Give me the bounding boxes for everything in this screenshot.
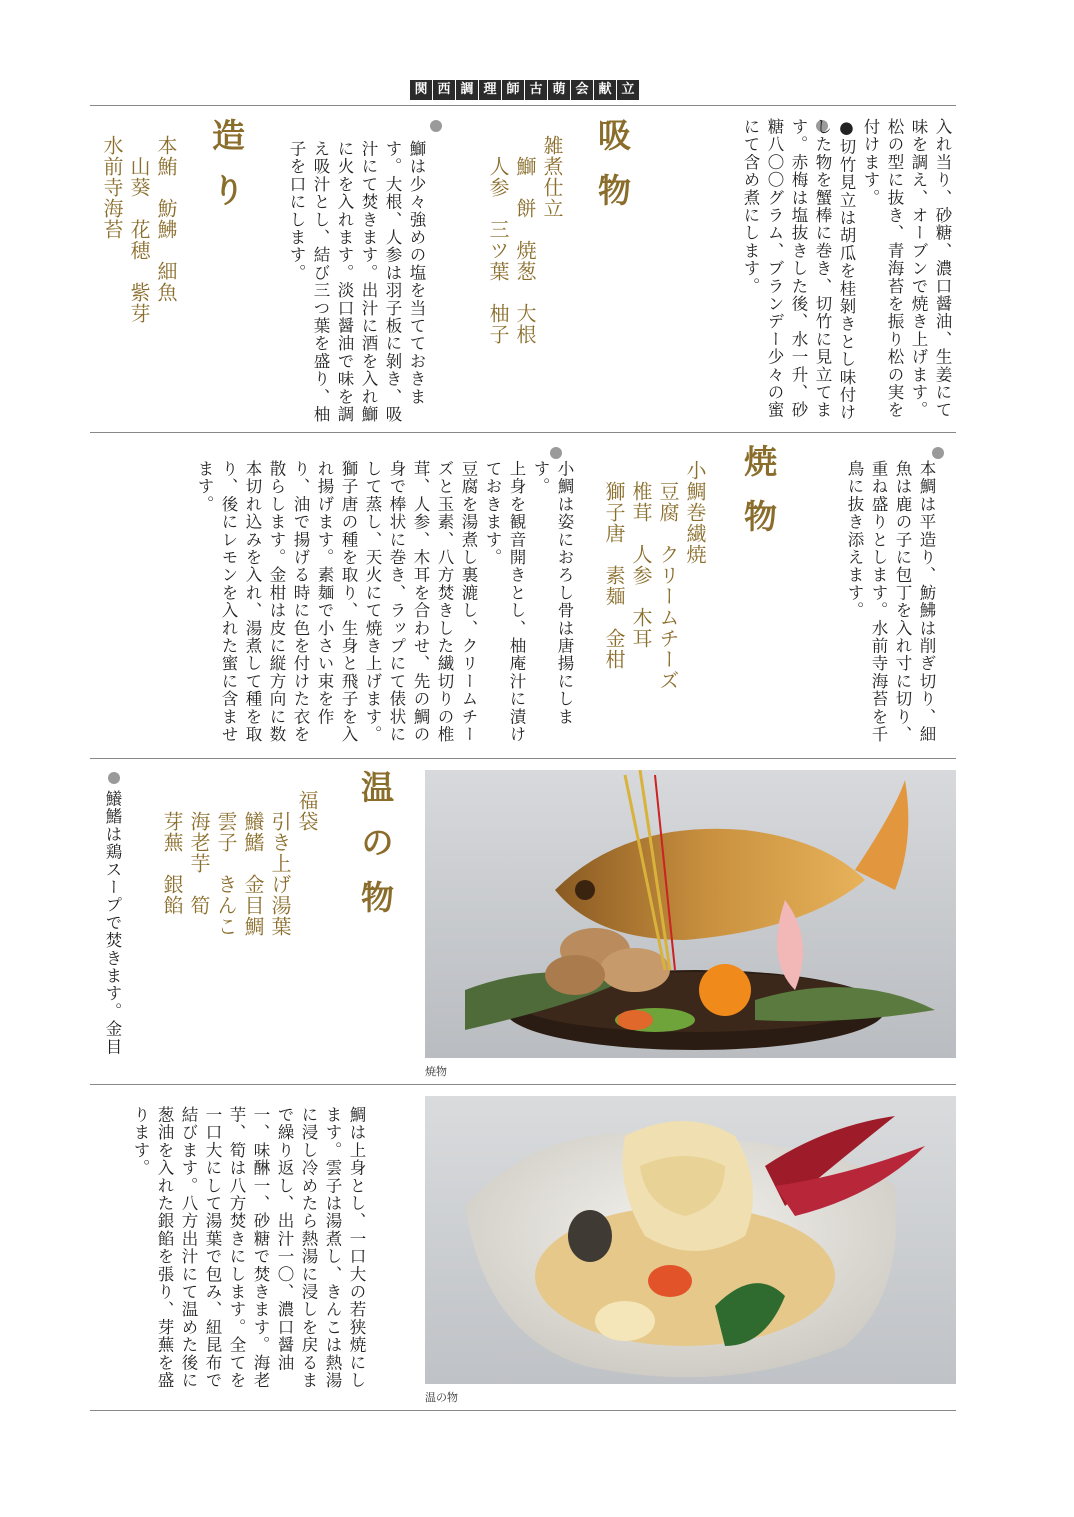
bullet-icon xyxy=(550,447,562,459)
nukumono-text-continued: 鯛は上身とし、一口大の若狭焼にします。雲子は湯煮し、きんこは熱湯に浸し冷めたら熱湯に浸しを戻るまで繰り返し、出汁一〇、濃口醤油一、味醂一、砂糖で焚きます。海老芋、筍は八方焚きにします。全てを一口大にして湯葉で包み、紐昆布で結びます。八方出汁にて温めた後に葱油を入れた銀餡を張り、芽蕪を盛ります。 xyxy=(131,1106,366,1390)
header-char: 萌 xyxy=(548,80,570,100)
bullet-icon xyxy=(108,772,120,784)
divider xyxy=(90,1410,956,1411)
tsukuri-menu: 本鮪 魴鮄 細魚 山葵 花穂 紫芽 水前寺海苔 xyxy=(100,135,178,324)
bullet-icon xyxy=(932,447,944,459)
suimono-text: 鰤は少々強めの塩を当てておきます。大根、人参は羽子板に剝き、吸汁にて焚きます。出汁に酒を入れ鰤に火を入れます。淡口醤油で味を調え吸汁とし、結び三つ葉を盛り、柚子を口にします。 xyxy=(287,140,426,424)
nukumono-caption: 温の物 xyxy=(425,1391,458,1404)
header-char: 理 xyxy=(479,80,501,100)
divider xyxy=(90,1084,956,1085)
header-char: 献 xyxy=(594,80,616,100)
header-char: 古 xyxy=(525,80,547,100)
nukumono-photo xyxy=(425,1096,956,1384)
divider xyxy=(90,758,956,759)
yakimono-text: 小鯛は姿におろし骨は唐揚にします。 上身を観音開きとし、柚庵汁に漬けておきます。 豆腐を湯煮し裏漉し、クリームチーズと玉素、八方焚きした繊切りの椎茸、人参、木耳を合わせ、先の鯛の身で棒状に巻き、ラップにて俵状にして蒸し、天火にて焼き上げます。獅子唐の種を取り、生身と飛子を入れ揚げます。素麺で小さい束を作り、油で揚げる時に色を付けた衣を散らします。金柑は皮に縦方向に数本切れ込みを入れ、湯煮して種を取り、後にレモンを入れた蜜に含ませます。 xyxy=(195,460,574,744)
yakimono-caption: 焼物 xyxy=(425,1065,447,1078)
tsukuri-text: 本鯛は平造り、魴鮄は削ぎ切り、細魚は鹿の子に包丁を入れ寸に切り、重ね盛りとします。水前寺海苔を千鳥に抜き添えます。 xyxy=(845,460,936,744)
tsukuri-title: 造り xyxy=(207,118,246,228)
header-char: 立 xyxy=(617,80,639,100)
nukumono-title: 温の物 xyxy=(356,770,395,935)
continued-text: 入れ当り、砂糖、濃口醤油、生姜にて味を調え、オーブンで焼き上げます。松の型に抜き、青海苔を振り松の実を付けます。 ●切竹見立は胡瓜を桂剝きとし味付けした物を蟹棒に巻き、切竹に見立てます。赤梅は塩抜きした後、水一升、砂糖八〇〇グラム、ブランデー少々の蜜にて含め煮にします。 xyxy=(741,118,952,422)
suimono-menu: 雑煮仕立 鰤 餅 焼葱 大根 人参 三ツ葉 柚子 xyxy=(486,135,564,345)
suimono-title: 吸物 xyxy=(593,118,632,228)
divider xyxy=(90,105,956,106)
header-char: 調 xyxy=(456,80,478,100)
bullet-icon xyxy=(430,120,442,132)
yakimono-photo xyxy=(425,770,956,1058)
nukumono-menu: 福袋 引き上げ湯葉 鱶鰭 金目鯛 雲子 きんこ 海老芋 筍 芽蕪 銀餡 xyxy=(160,790,319,937)
nukumono-illustration xyxy=(425,1096,956,1384)
nukumono-text: 鱶鰭は鶏スープで焚きます。金目 xyxy=(103,790,122,1056)
header-char: 会 xyxy=(571,80,593,100)
header-char: 師 xyxy=(502,80,524,100)
yakimono-menu: 小鯛巻繊焼 豆腐 クリームチーズ 椎茸 人参 木耳 獅子唐 素麺 金柑 xyxy=(602,460,707,691)
yakimono-title: 焼物 xyxy=(739,444,778,554)
page-header xyxy=(410,80,639,100)
divider xyxy=(90,432,956,433)
header-char: 西 xyxy=(433,80,455,100)
yakimono-illustration xyxy=(425,770,956,1058)
header-char: 関 xyxy=(410,80,432,100)
